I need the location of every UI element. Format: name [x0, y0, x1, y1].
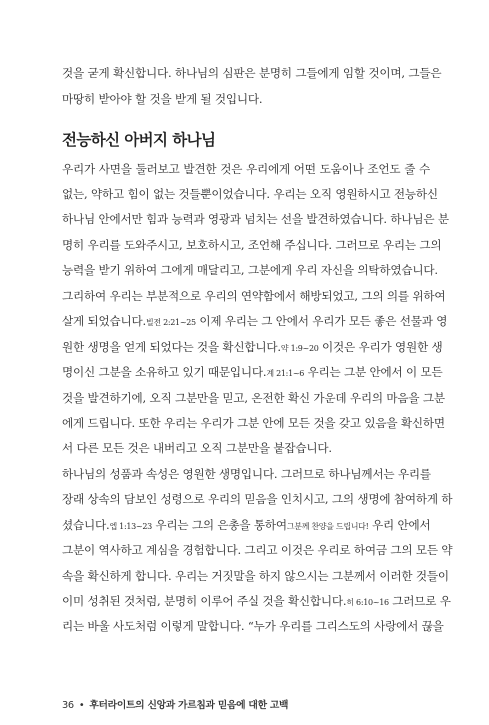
text-run: 이제 우리는 그 안에서 우리가 모든 좋은 선물과 영: [195, 314, 448, 328]
scripture-reference: 계 21:1~6: [266, 369, 305, 378]
book-title: 후터라이트의 신앙과 가르침과 믿음에 대한 고백: [89, 700, 289, 711]
text-run: 명이신 그분을 소유하고 있기 때문입니다.: [62, 365, 267, 379]
text-line: 속을 확신하게 합니다. 우리는 거짓말을 하지 않으시는 그분께서 이러한 것들이: [62, 569, 449, 583]
text-line: [62, 518, 430, 534]
text-line: 장래 상속의 담보인 성령으로 우리의 믿음을 인치시고, 그의 생명에 참여하게 하: [62, 492, 453, 506]
text-line: [62, 365, 443, 381]
section-heading: 전능하신 아버지 하나님: [62, 131, 216, 149]
small-text: 그분께 찬양을 드립니다!: [286, 522, 369, 531]
text-run: 살게 되었습니다.: [62, 314, 146, 328]
text-line: 하나님의 성품과 속성은 영원한 생명입니다. 그러므로 하나님께서는 우리를: [62, 467, 431, 481]
text-line: 마땅히 받아야 할 것을 받게 될 것입니다.: [62, 92, 263, 106]
text-run: 우리는 그분 안에서 이 모든: [304, 365, 443, 379]
text-line: 것을 발견하기에, 오직 그분만을 믿고, 온전한 확신 가운데 우리의 마음을 그분: [62, 391, 445, 405]
text-line: 하나님 안에서만 힘과 능력과 영광과 넘치는 선을 발견하였습니다. 하나님은 분: [62, 212, 449, 226]
text-line: 그분이 역사하고 계심을 경험합니다. 그리고 이것은 우리로 하여금 그의 모든 약: [62, 543, 453, 557]
text-run: 이것은 우리가 영원한 생: [318, 340, 443, 354]
text-line: 그리하여 우리는 부분적으로 우리의 연약함에서 해방되었고, 그의 의를 위하여: [62, 289, 446, 303]
scripture-reference: 엡 1:13~23: [109, 522, 152, 531]
text-run: 셨습니다.: [62, 518, 110, 532]
page-footer: [62, 697, 288, 711]
text-run: 이미 성취된 것처럼, 분명히 이루어 주실 것을 확신합니다.: [62, 594, 347, 608]
text-line: [62, 594, 451, 610]
scripture-reference: 약 1:9~20: [280, 344, 319, 353]
text-line: 없는, 약하고 힘이 없는 것들뿐이었습니다. 우리는 오직 영원하시고 전능하신: [62, 187, 438, 201]
text-run: 원한 생명을 얻게 되었다는 것을 확신합니다.: [62, 340, 281, 354]
text-line: 에게 드립니다. 또한 우리는 우리가 그분 안에 모든 것을 갖고 있음을 확신하면: [62, 416, 445, 430]
scripture-reference: 히 6:10~16: [346, 598, 389, 607]
text-line: 명히 우리를 도와주시고, 보호하시고, 조언해 주십니다. 그러므로 우리는 그의: [62, 238, 442, 252]
text-line: 리는 바울 사도처럼 이렇게 말합니다. “누가 우리를 그리스도의 사랑에서 끊을: [62, 619, 444, 633]
text-line: 우리가 사면을 둘러보고 발견한 것은 우리에게 어떤 도움이나 조언도 줄 수: [62, 162, 430, 176]
text-run: 우리 안에서: [368, 518, 431, 532]
scripture-reference: 빌전 2:21~25: [145, 318, 196, 327]
text-line: [62, 340, 443, 356]
text-run: 그러므로 우: [388, 594, 451, 608]
text-line: 능력을 받기 위하여 그에게 매달리고, 그분에게 우리 자신을 의탁하였습니다.: [62, 263, 438, 277]
text-run: 우리는 그의 은총을 통하여: [151, 518, 287, 532]
text-line: 것을 굳게 확신합니다. 하나님의 심판은 분명히 그들에게 임할 것이며, 그들은: [62, 66, 442, 80]
text-line: [62, 314, 448, 330]
text-line: 서 다른 모든 것은 내버리고 오직 그분만을 붙잡습니다.: [62, 441, 332, 455]
bullet-separator: •: [78, 700, 85, 711]
page-number: 36: [62, 700, 74, 711]
